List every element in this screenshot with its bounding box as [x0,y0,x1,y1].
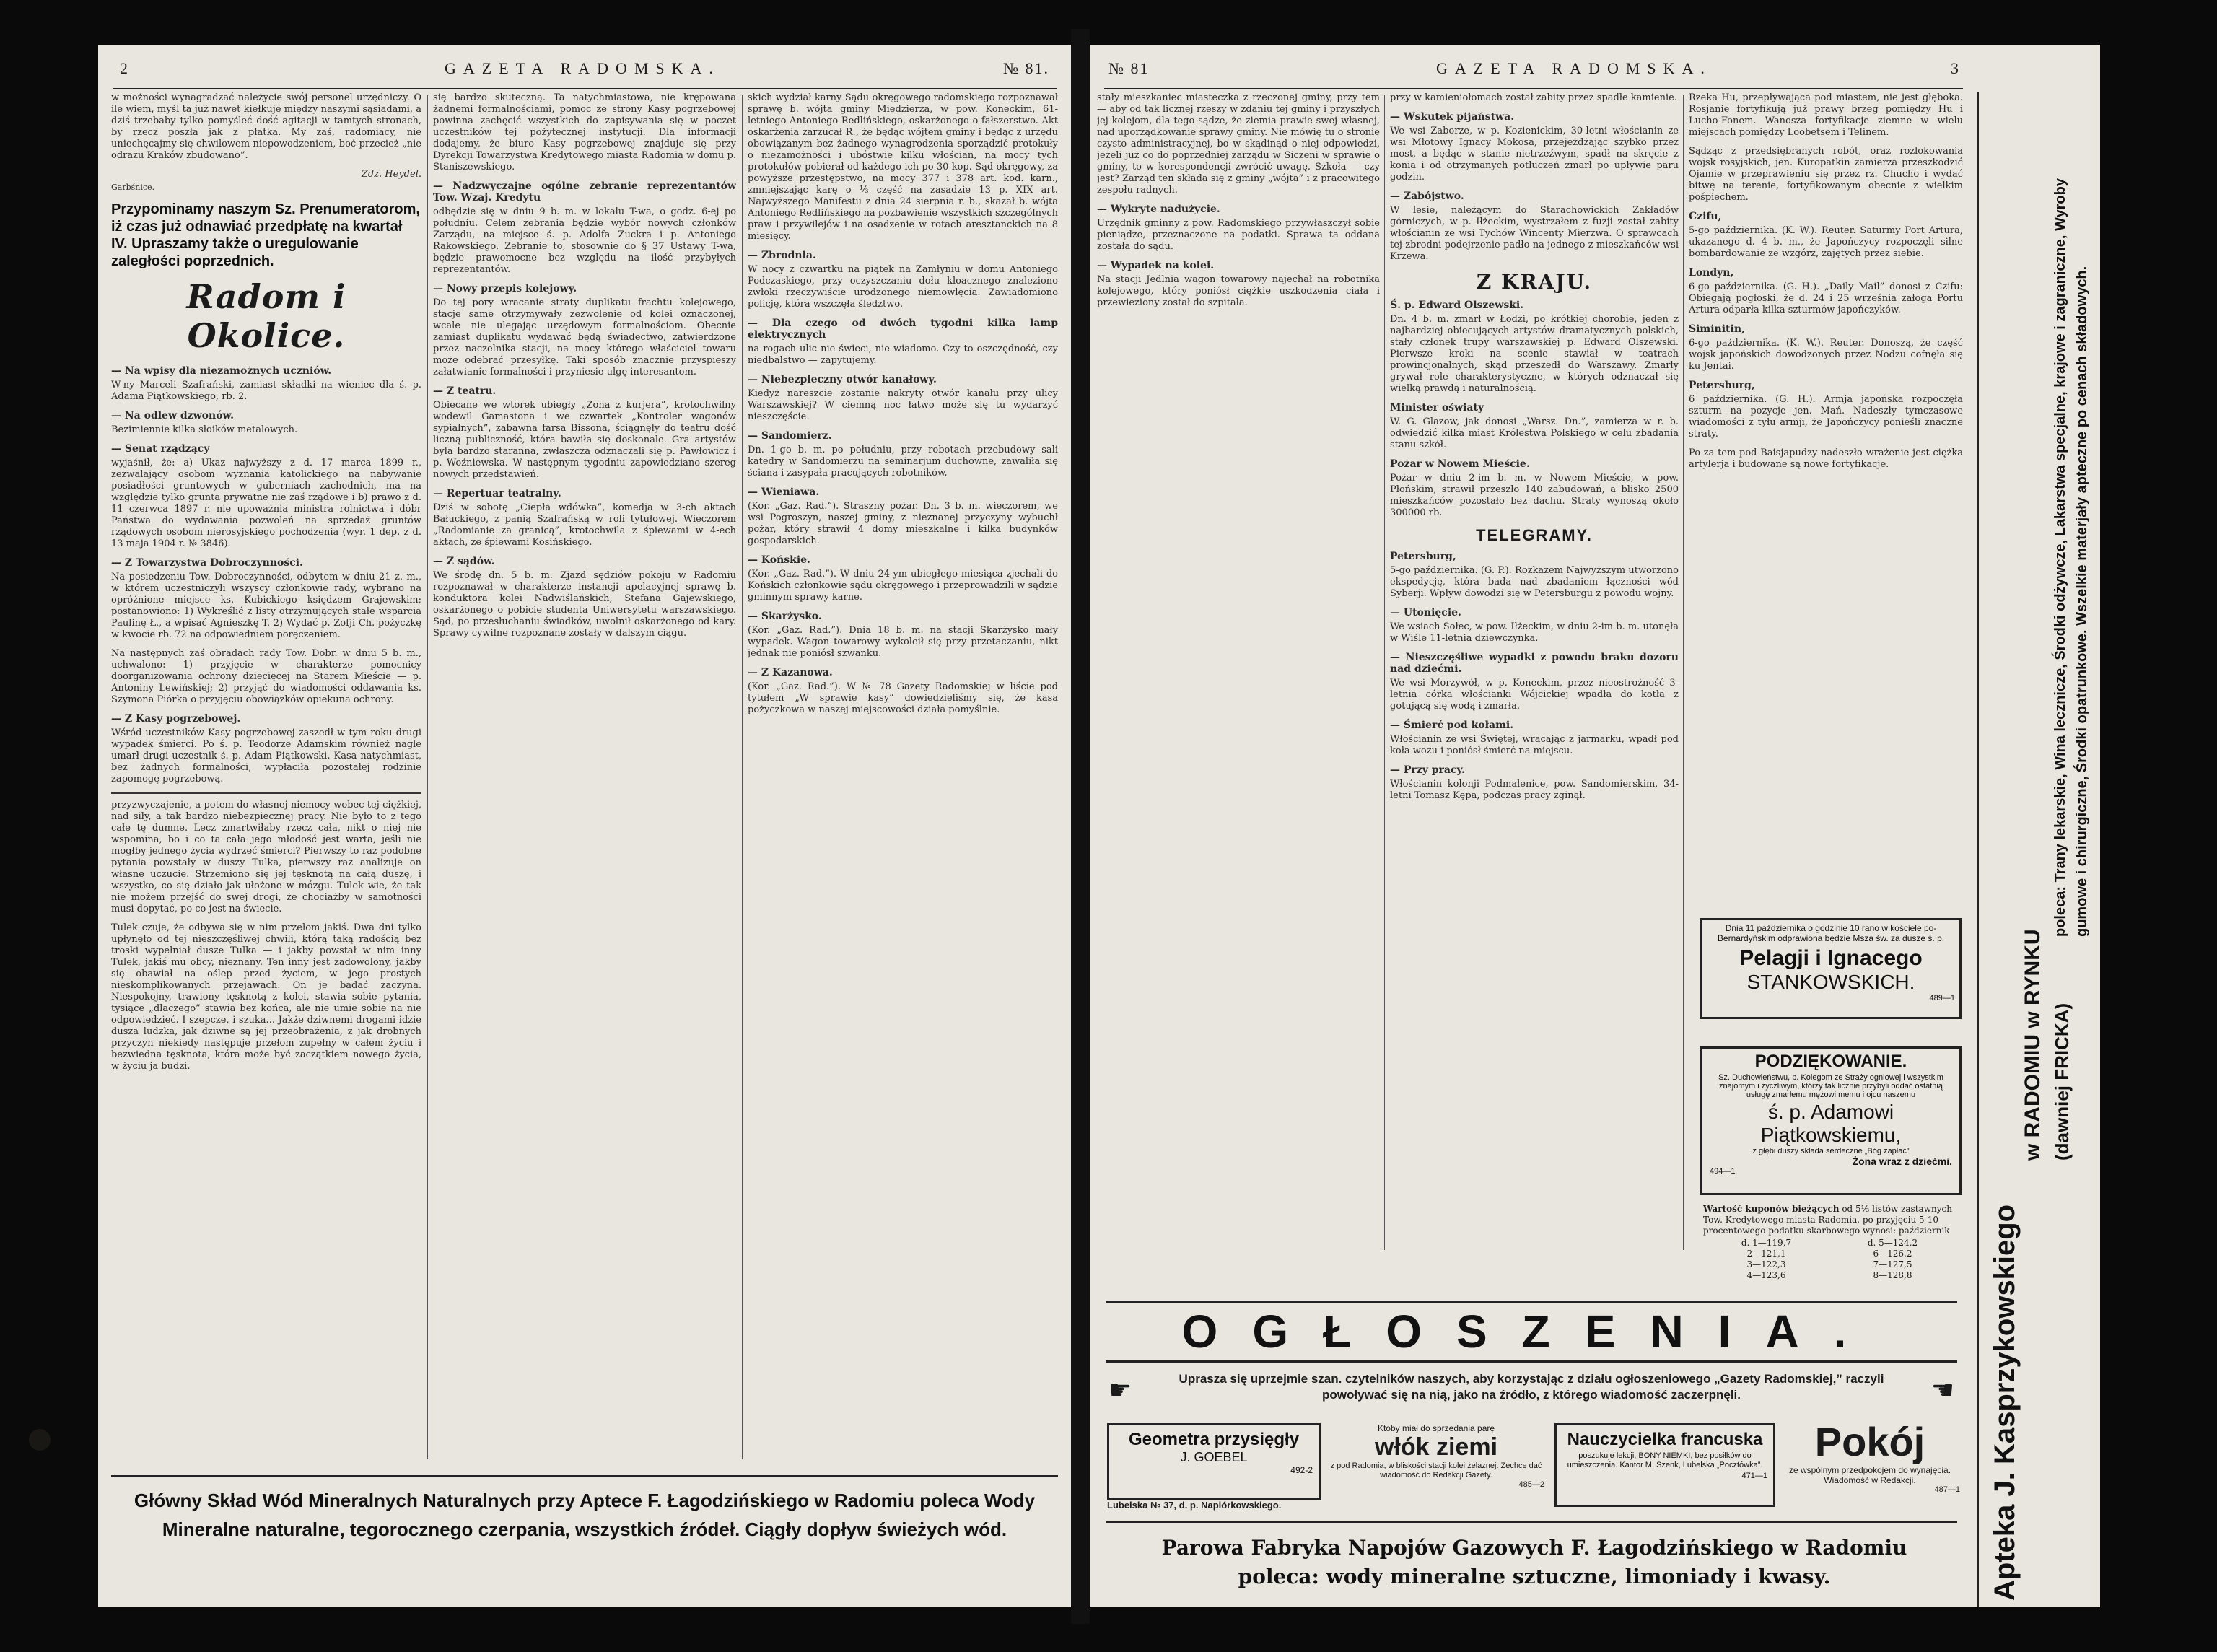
coupons-row [1703,1259,1956,1270]
news-item [1689,267,1963,316]
news-item-head: — Utonięcie. [1390,607,1461,619]
z-kraju-title: Z KRAJU. [1476,270,1593,294]
news-item [748,430,1058,479]
news-item-body: Na posiedzeniu Tow. Dobroczynności, odbytem w dniu 21 z. m., w którem uczestniczyli wszyscy członkowie rady, wybrano na opróżnione miejsce ks. Kubickiego księdzem Grajewskim; postanowiono: 1) Wykreślić z listy otrzymujących stałe wsparcia Paulinę Ł., a wpisać Agnieszkę T. 2) Wydać p. Zofji Ch. pożyczkę w kwocie rb. 72 na odpowiedniem poręczeniem. [111,572,421,640]
section-title: Radom i Okolice. [186,277,346,355]
news-item-head: Pożar w Nowem Mieście. [1390,458,1530,470]
news-item-head: Petersburg, [1689,380,1755,391]
bottom-ad-rule [111,1475,1058,1477]
page-number: 3 [1951,59,1959,77]
news-item-head: — Z teatru. [433,385,497,397]
news-item-body: Urzędnik gminny z pow. Radomskiego przywłaszczył sobie pieniądze, przeznaczone na podatki. Sprawa ta oddana została do sądu. [1097,218,1380,252]
gazeta-ads-notice [1106,1368,1957,1415]
french-teacher-ad [1554,1423,1775,1507]
coupons-block [1703,1204,1956,1281]
news-item [1097,260,1380,309]
news-item [748,554,1058,603]
news-item-body: Włościanin kolonji Podmalenice, pow. Sandomierskim, 34-letni Tomasz Kępa, podczas pracy zginął. [1390,779,1679,801]
thanks-text: Sz. Duchowieństwu, p. Kolegom ze Straży ogniowej i wszystkim znajomym i życzliwym, którzy tak licznie przybyli oddać ostatnią usługę zmarłemu mężowi memu i ojcu naszemu [1718,1073,1943,1099]
news-item [748,667,1058,716]
pharmacy-offer-2: gumowe i chirurgiczne, Środki opatrunkowe. Wszelkie materjały apteczne po cenach składowych. [2074,266,2090,937]
news-item-body: Po za tem pod Baisjapudzy nadeszło wrażenie jest ciężka artylerja i budowane są nowe fortyfikacje. [1689,447,1963,470]
news-item [1097,204,1380,253]
news-item-head: Siminitin, [1689,323,1745,335]
news-item-body: 6 października. (G. H.). Armja japońska rozpoczęła szturm na pozycje jen. Mań. Nadeszły tymczasowe wiadomości z tyłu armji, że Japończycy ponieśli znaczne straty. [1689,394,1963,440]
column-rule [1384,95,1385,1250]
column-rule [742,95,743,1459]
news-item-body: Pożar w dniu 2-im b. m. w Nowem Mieście, w pow. Płońskim, strawił przeszło 140 zabudowań, a blisko 2500 mieszkańców pozostało bez dachu. Straty wynoszą około 300000 rb. [1390,473,1679,518]
news-item [433,488,736,549]
news-item-body: W lesie, należącym do Starachowickich Zakładów górniczych, w p. Iłżeckim, wystrzałem z fuzji został zabity włościanin ze wsi Tychów Wincenty Mierzwa. O sprawcach tej zbrodni podejrzenie padło na jednego z mieszkańców wsi Krzewa. [1390,205,1679,262]
surveyor-address: Lubelska № 37, d. p. Napiórkowskiego. [1107,1500,1282,1511]
signature-place: Garbśnice. [111,183,155,192]
news-item-head: — Skarżysko. [748,611,822,622]
news-item-head: — Dla czego od dwóch tygodni kilka lamp elektrycznych [748,318,1058,341]
news-item [748,374,1058,423]
news-item [1390,764,1679,802]
news-item-head: — Wieniawa. [748,486,820,498]
masthead: GAZETA RADOMSKA. [1436,59,1712,77]
room-ad-text: ze wspólnym przedpokojem do wynajęcia. Wiadomość w Redakcji. [1788,1465,1951,1485]
news-item-body: wyjaśnił, że: a) Ukaz najwyższy z d. 17 marca 1899 r., zezwalający osobom wyznania katolickiego na nabywanie posiadłości gruntowych w guberniach zachodnich, ma na względzie tylko grunta prywatne nie zaś rządowe i b) prawo z d. 11 czerwca 1897 r. nie upoważnia ministra rolnictwa i dóbr Państwa do wydawania pozwoleń na sprzedaż gruntów rządowych osobom nierosyjskiego pochodzenia (wyr. 1 dep. z d. 13 maja 1904 r. № 3846). [111,458,421,549]
coupons-title: Wartość kuponów bieżących [1703,1204,1840,1214]
news-item-body: We wsi Morzywół, w p. Koneckim, przez nieostrożność 3-letnia córka włościanki Wójcickiej wpadła do kotła z gotującą się wodą i zmarła. [1390,678,1679,712]
news-item-head: — Zabójstwo. [1390,191,1464,202]
thanks-name: ś. p. Adamowi Piątkowskiemu, [1760,1101,1902,1146]
news-item-head: — Nieszczęśliwe wypadki z powodu braku dozoru nad dziećmi. [1390,652,1679,675]
article-text: skich wydział karny Sądu okręgowego radomskiego rozpoznawał sprawę b. wójta gminy Miedzierza, w pow. Koneckim, 61-letniego Antoniego Redlińskiego, oskarżonego o fałszerstwo. Akt oskarżenia zarzucał R., że będąc wójtem gminy i będąc z urzędu obowiązanym bez żadnego wynagrodzenia sporządzić protokuły o niezamożności i ubóstwie kilku włościan, na mocy tych protokułów pobierał od każdego ich po 30 kop. Sąd okręgowy, za powyższe przestępstwo, na mocy 377 i 378 art. kod. karn., zmniejszając karę o ⅓ część na zasadzie 13 p. XIX art. Najwyższego Manifestu z dnia 24 sierpnia r. b., skazał b. wójta Antoniego Redlińskiego na pozbawienie wszystkich szczególnych praw i przywilejów i na osadzenie w rotach aresztanckich na 8 miesięcy. [748,92,1058,242]
news-item-body: Włościanin ze wsi Świętej, wracając z jarmarku, wpadł pod koła wozu i poniósł śmierć na miejscu. [1390,734,1679,756]
news-item-head: — Z Kasy pogrzebowej. [111,713,241,725]
teacher-title: Nauczycielka francuska [1567,1430,1763,1449]
news-item-body: Dn. 4 b. m. zmarł w Łodzi, po krótkiej chorobie, jeden z najbardziej obiecujących artystów dramatycznych polskich, stały członek trupy warszawskiej p. Edward Olszewski. Pierwsze kroki na scenie stawiał w teatrach prowincjonalnych, skąd przeszedł do Warszawy. Zmarły grywał role charakterystyczne, w których odznaczał się wielką prawdą i naturalnością. [1390,314,1679,394]
pharmacy-name: Apteka J. Kasprzykowskiego [1989,1204,2021,1601]
news-item-head: Petersburg, [1390,551,1456,562]
news-item-body: 5-go października. (K. W.). Reuter. Saturmy Port Artura, ukazanego d. 4 b. m., że Japończycy rozpoczęli silne bombardowanie ze wzgórz, zajętych przez siebie. [1689,225,1963,259]
ad-code: 485—2 [1518,1480,1544,1489]
news-item [1390,720,1679,757]
news-item-body: (Kor. „Gaz. Rad.”). Dnia 18 b. m. na stacji Skarżysko mały wypadek. Wagon towarowy wykoleił się przy przetaczaniu, nikt jednak nie poniósł szwanku. [748,625,1058,659]
news-item [433,283,736,378]
pharmacy-former-name: (dawniej FRICKA) [2051,1002,2073,1161]
coupons-row [1703,1238,1956,1249]
article-text: w możności wynagradzać należycie swój personel urzędniczy. O ile wiem, myśl ta już nawet kiełkuje między naszymi sąsiadami, a dziś trzebaby tylko pomyśleć dość agitacji w tamtych stronach, by rzecz poszła jak z płatka. My zaś, radomiacy, nie uniechęcajmy się chwilowem niepowodzeniem, boć przecież „nie odrazu Kraków zbudowano”. [111,92,421,161]
pointing-hand-icon: ☛ [1108,1376,1132,1405]
news-item [1689,447,1963,471]
feuilleton-divider [111,792,421,794]
news-item-body: Sądząc z przedsiębranych robót, oraz rozlokowania wojsk rosyjskich, jen. Kuropatkin zamierza przeszkodzić Ojamie w przeprawieniu się przez rz. Chucho i wydać bitwę na terenie, fortyfikowanym obecnie z wielkim pośpiechem. [1689,146,1963,203]
soda-factory-ad-line1: Parowa Fabryka Napojów Gazowych F. Łagodzińskiego w Radomiu [1161,1536,1907,1560]
left-page [98,45,1071,1607]
news-item [1689,323,1963,372]
news-item-head: — Nowy przepis kolejowy. [433,283,577,294]
news-item [748,318,1058,367]
ad-code: 489—1 [1929,994,1955,1002]
news-item [1390,191,1679,263]
land-ad-title: włók ziemi [1374,1433,1498,1461]
right-page [1090,45,2100,1607]
article-text: przy w kamieniołomach został zabity przez spadłe kamienie. [1390,92,1677,103]
news-item-head: — Nadzwyczajne ogólne zebranie reprezentantów Tow. Wzaj. Kredytu [433,180,736,204]
news-item-head: Londyn, [1689,267,1734,279]
land-ad-text: z pod Radomia, w bliskości stacji kolei żelaznej. Zechce dać wiadomość do Redakcji Gazety. [1330,1461,1542,1480]
news-item-head: — Z Towarzystwa Dobroczynności. [111,557,303,569]
left-column-1 [111,92,421,1463]
thanks-title: PODZIĘKOWANIE. [1754,1052,1907,1071]
ad-code: 492-2 [1290,1465,1313,1475]
news-item-head: — Sandomierz. [748,430,832,442]
news-item-body: W-ny Marceli Szafrański, zamiast składki na wieniec dla ś. p. Adama Piątkowskiego, rb. 2. [111,380,421,402]
news-item [1390,551,1679,600]
news-item [1390,300,1679,395]
news-item-head: — Śmierć pod kołami. [1390,720,1514,731]
masthead: GAZETA RADOMSKA. [445,59,720,77]
news-item [1390,111,1679,183]
news-item [111,410,421,436]
ads-section-title: OGŁOSZENIA. [1106,1301,1957,1363]
article-text: się bardzo skuteczną. Ta natychmiastowa, nie krępowana żadnemi formalnościami, pomoc ze strony Kasy pogrzebowej powinna zachęcić wszystkich do zapisywania się w poczet uczestników tej pożytecznej instytucji. Dla informacji dodajemy, że biuro Kasy pogrzebowej znajduje się przy Dyrekcji Towarzystwa Kredytowego miasta Radomia w domu p. Staniszewskiego. [433,92,736,172]
left-column-2 [433,92,736,1463]
news-item [1390,458,1679,519]
news-item-body: (Kor. „Gaz. Rad.”). Straszny pożar. Dn. 3 b. m. wieczorem, we wsi Pogroszyn, naszej gminy, z nieznanej przyczyny wybuchł pożar, który strawił 4 domy mieszkalne i kilka budynków gospodarskich. [748,501,1058,546]
coupons-cell: 6—126,2 [1873,1249,1912,1259]
news-item-body: 6-go października. (G. H.). „Daily Mail” donosi z Czifu: Obiegają pogłoski, że d. 24 i 25 września załoga Portu Artura odparła kilka szturmów japończyków. [1689,281,1963,315]
news-item-body: (Kor. „Gaz. Rad.”). W dniu 24-ym ubiegłego miesiąca zjechali do Końskich członkowie sądu okręgowego i przeprowadzili w sądzie gminnym sprawy karne. [748,569,1058,603]
war-news [1689,92,1963,879]
column-rule [427,95,428,1459]
news-item [433,556,736,639]
news-item [111,713,421,785]
news-item-body: Wśród uczestników Kasy pogrzebowej zaszedł w tym roku drugi wypadek śmierci. Po ś. p. Teodorze Adamskim również nagle umarł drugi uczestnik ś. p. Adam Piątkowski. Kasa natychmiast, bez żadnych formalności, wypłaciła pozostałej rodzinie zapomogę pogrzebową. [111,727,421,785]
news-item [111,648,421,706]
coupons-cell: 7—127,5 [1873,1259,1912,1269]
left-column-3 [748,92,1058,1463]
news-item-body: Obiecane we wtorek ubiegły „Zona z kurjera”, krotochwilny wodewil Gamastona i we czwartek „Kontroler wagonów sypialnych”, zabawna farsa Bissona, ściągnęły do teatru dość liczną publiczność, która bawiła się doskonale. Gra artystów była bardzo staranna, zwłaszcza odznaczali się p. Pawłowicz i p. Woźniewska. W następnym tygodniu zapowiedziano szereg nowych przedstawień. [433,400,736,480]
news-item-head: — Końskie. [748,554,810,566]
signature: Zdz. Heydel. [361,169,421,180]
coupons-cell: 4—123,6 [1746,1270,1786,1280]
news-item-head: — Wypadek na kolei. [1097,260,1215,271]
news-item-head: — Z sądów. [433,556,495,567]
right-column-1 [1097,92,1380,1246]
feuilleton-text: przyzwyczajenie, a potem do własnej niemocy wobec tej ciężkiej, nad siły, a tak bardzo niebezpiecznej pracy. Nie było to z tego całe tę dumne. Lecz zmartwiłaby rzecz cała, nikt o niej nie wspomina, bo i co ta cała jego młodość jest warta, jeśli nie mogłby jednego życia wydrzeć śmierci? Pierwszy to raz podobne pytania powstały w duszy Tulka, pierwszy raz analizuje on własne uczucie. Strzemiono się jej tęsknotą na całą duszę, i wszystko, co się działo jak ułożone w mózgu. Tulek wie, że tak nie możem przejść do swej drogi, że chociażby w samotności musi dopytać, po co jest na świecie. [111,800,421,914]
news-item-head: — Wykryte nadużycie. [1097,204,1220,215]
news-item [433,385,736,481]
news-item [748,250,1058,310]
film-speck [29,1429,51,1451]
news-item-head: — Przy pracy. [1390,764,1465,776]
news-item-head: — Wskutek pijaństwa. [1390,111,1515,123]
news-item [748,611,1058,660]
page-gutter [1071,29,1090,1624]
news-item-body: Na następnych zaś obradach rady Tow. Dobr. w dniu 5 b. m., uchwalono: 1) przyjęcie w charakterze pomocnicy doorganizowania ochrony dziecięcej na Starem Mieście — p. Antoniny Lewińskiej; 2) przyjąć do wiadomości oddawania ks. Szymona Piórka o przyjęciu obowiązków opiekuna ochrony. [111,648,421,705]
surveyor-name: J. GOEBEL [1180,1450,1248,1464]
news-item-head: Minister oświaty [1390,402,1484,414]
mineral-water-ad-line1: Główny Skład Wód Mineralnych Naturalnych przy Aptece F. Łagodzińskiego w Radomiu poleca Wody [134,1490,1036,1511]
news-item-body: 5-go października. (G. P.). Rozkazem Najwyższym utworzono ekspedycję, która bada nad zbadaniem łączności wód Syberji. Wpływ dowodzi się w Petersburgu z powodu wojny. [1390,565,1679,599]
thanks-sign: Żona wraz z dziećmi. [1852,1155,1952,1167]
news-item [748,486,1058,547]
teacher-text: poszukuje lekcji, BONY NIEMKI, bez posiłków do umieszczenia. Kantor M. Szenk, Lubelska „Pocztówka”. [1567,1451,1763,1469]
pharmacy-location: w RADOMIU w RYNKU [2021,929,2045,1161]
news-item-body: Do tej pory wracanie straty duplikatu frachtu kolejowego, stacje same otrzymywały zezwolenie od kolei oznaczonej, wcale nie ulegając urzędowym formalnościom. Obecnie zamiast duplikatu wydawać będą świadectwo, zatwierdzone przez naczelnika stacji, na mocy którego właściciel towaru może odebrać przesyłkę. Taki sposób znacznie przyspieszy załatwianie formalności i przyniesie ulgę interesantom. [433,297,736,377]
news-item-head: — Zbrodnia. [748,250,816,261]
news-item-body: We środę dn. 5 b. m. Zjazd sędziów pokoju w Radomiu rozpoznawał w charakterze instancji apelacyjnej sprawę b. konduktora kolei Nadwiślańskich, Stefana Gajewskiego, oskarżonego o pobicie studenta Uniwersytetu warszawskiego. Sąd, po przesłuchaniu świadków, uwolnił oskarżonego od kary. Sprawy cywilne rozpoznane zostały w dalszym ciągu. [433,570,736,639]
bottom-ad-rule [1106,1521,1957,1523]
soda-factory-ad-line2: poleca: wody mineralne sztuczne, limoniady i kwasy. [1238,1565,1831,1588]
news-item-head: Ś. p. Edward Olszewski. [1390,300,1524,311]
ad-code: 471—1 [1741,1472,1767,1480]
land-wanted-ad [1328,1423,1544,1517]
room-ad-title: Pokój [1814,1419,1925,1464]
ad-code: 494—1 [1710,1167,1736,1176]
news-item-body: Bezimiennie kilka słoików metalowych. [111,424,298,435]
mass-notice [1700,918,1962,1019]
news-item [111,557,421,641]
column-rule [1683,95,1684,1250]
news-item-head: — Niebezpieczny otwór kanałowy. [748,374,937,385]
news-list [111,365,421,785]
feuilleton-text: Tulek czuje, że odbywa się w nim przełom jakiś. Dwa dni tylko upłynęło od tej nieszczęśliwej chwili, którą taką radością bez troski wypełniał dusze Tulka — i jakby powstał w nim inny Tulek, jakiś mu obcy, nieznany. Ten inny jest zadowolony, jakby się obawiał na oślep przed życiem, w jego prostych nieskomplikowanych przejawach. On je badać zaczyna. Niespokojny, trawiony tęsknotą z kolei, stawia sobie pytania, tysiące „dlaczego” stawia bez końca, ale nie umie sobie na nie odpowiedzieć. I szepcze, i szuka... Jakże dziwnemi drogami idzie dusza ludzka, jak dziwne są jej przeobrażenia, z jak drobnych przyczyn niekiedy następuje przełom zupełny w całem życiu i bezwiedna tęsknota, która może być zaczątkiem nowego życia, w życiu ja budzi. [111,922,421,1072]
subscription-notice: Przypominamy naszym Sz. Prenumeratorom, iż czas już odnawiać przedpłatę na kwartał IV. Upraszamy także o uregulowanie zaległości poprzednich. [111,201,420,269]
pointing-hand-icon: ☚ [1930,1376,1954,1405]
coupons-cell: 2—121,1 [1746,1249,1786,1259]
ad-code: 487—1 [1934,1485,1960,1494]
pharmacy-side-ad [1977,92,2100,1607]
coupons-row [1703,1249,1956,1259]
issue-number: № 81 [1108,59,1150,77]
mass-notice-text: Dnia 11 października o godzinie 10 rano w kościele po-Bernardyńskim odprawiona będzie Msza św. za dusze ś. p. [1717,923,1945,943]
news-item [1390,402,1679,451]
news-item-head: — Repertuar teatralny. [433,488,561,499]
left-page-header [113,55,1057,89]
news-item-body: W nocy z czwartku na piątek na Zamłyniu w domu Antoniego Podczaskiego, przy oczyszczaniu dołu kloacznego znaleziono zwłoki rzeczywiście urodzonego niemowlęcia. Zawiadomiono policję, która wszczęła śledztwo. [748,264,1058,310]
news-item [111,365,421,403]
news-item [1689,146,1963,204]
surveyor-ad [1107,1423,1321,1500]
news-item-body: Dn. 1-go b. m. po południu, przy robotach przebudowy sali katedry w Sandomierzu na seminarjum duchowne, zawaliła się ściana i zasypała pracujących robotników. [748,445,1058,478]
gazeta-ads-text: Uprasza się uprzejmie szan. czytelników naszych, aby korzystając z działu ogłoszeniowego „Gazety Radomskiej,” raczyli powoływać się na nią, jako na źródło, z którego wiadomość zaczerpnęli. [1179,1372,1884,1402]
coupons-cell: d. 5—124,2 [1867,1238,1918,1248]
news-item [1689,211,1963,260]
mass-notice-surname: STANKOWSKICH. [1746,971,1915,993]
news-item [1390,652,1679,712]
article-text: stały mieszkaniec miasteczka z rzeczonej gminy, przy tem — aby od tak licznej rzeszy w zdaniu tej gminy i przyszłych jej kolejom, dla tego sądze, że ziemia prawie swej własnej, nad uporządkowanie sprawy gminy. Nie mówię tu o stronie czysto administracyjnej, bo w skądinąd o niej odpowiedzi, jeżeli już co do poprzedniej zarządu w Siczeni w sprawie o gminy, to w korespondencji zwrócić uwagę. Szkoła — czy jest? Zarząd ten składa się z gminy „wójta” i z pracowitego zespołu radnych. [1097,92,1380,196]
room-ad [1780,1419,1960,1513]
land-ad-intro: Ktoby miał do sprzedania parę [1377,1423,1495,1433]
mineral-water-ad-line2: Mineralne naturalne, tegorocznego czerpania, wszystkich źródeł. Ciągły dopływ świeżych wód. [162,1518,1007,1540]
coupons-cell: 3—122,3 [1746,1259,1786,1269]
coupons-text: od 5⅓ listów zastawnych Tow. Kredytowego miasta Radomia, po przyjęciu 5-10 procentowego podatku skarbowego wynosi: październik [1703,1204,1952,1236]
news-item [1390,607,1679,644]
news-item-body: Na stacji Jedlnia wagon towarowy najechał na robotnika kolejowego, który poniósł ciężkie uszkodzenia ciała i przewieziony został do szpitala. [1097,274,1380,308]
coupons-row [1703,1270,1956,1281]
news-item-body: (Kor. „Gaz. Rad.”). W № 78 Gazety Radomskiej w liście pod tytułem „W sprawie kasy” dowiedzieliśmy się, że kasa pożyczkowa w naszej miejscowości działa pomyślnie. [748,681,1058,715]
thanks-notice [1700,1046,1962,1195]
news-item-body: Dziś w sobotę „Ciepła wdówka”, komedja w 3-ch aktach Bałuckiego, z panią Szafrańską w roli tytułowej. Wieczorem „Radomianie za granicą”, krotochwila z śpiewami w 4-ech aktach, ze śpiewami Kosińskiego. [433,502,736,548]
news-item-body: W. G. Glazow, jak donosi „Warsz. Dn.”, zamierza w r. b. odwiedzić kilka miast Królestwa Polskiego w celu zbadania stanu szkół. [1390,416,1679,450]
news-item-body: na rogach ulic nie świeci, nie wiadomo. Czy to oszczędność, czy niedbalstwo — zapytujemy. [748,344,1058,366]
news-item [1689,380,1963,440]
news-item-body: We wsi Zaborze, w p. Kozienickim, 30-letni włościanin ze wsi Młotowy Ignacy Mokosa, przejeżdżając szybko przez most, a będąc w stanie nietrzeźwym, spadł na skręcie z konia i od otrzymanych potłuczeń zmarł po upływie paru godzin. [1390,126,1679,183]
pharmacy-offer-1: poleca: Trany lekarskie, Wina lecznicze, Środki odżywcze, Lakarstwa specjalne, krajowe i zagraniczne, Wyroby [2052,178,2068,937]
page-number: 2 [120,59,128,77]
surveyor-title: Geometra przysięgły [1128,1430,1300,1449]
right-column-2 [1390,92,1679,1246]
news-item-body: Kiedyż nareszcie zostanie nakryty otwór kanału przy ulicy Warszawskiej? W ciemną noc łatwo może się tu wydarzyć nieszczęście. [748,388,1058,422]
coupons-cell: 8—128,8 [1873,1270,1912,1280]
news-item-body: We wsiach Sołec, w pow. Iłżeckim, w dniu 2-im b. m. utonęła w Wiśle 11-letnia dziewczynka. [1390,621,1679,644]
news-item-head: — Z Kazanowa. [748,667,833,678]
news-item [1689,92,1963,139]
thanks-closing: z głębi duszy składa serdeczne „Bóg zapłać” [1752,1147,1910,1155]
telegramy-title: TELEGRAMY. [1476,526,1593,544]
news-item-body: Rzeka Hu, przepływająca pod miastem, nie jest głęboka. Rosjanie fortyfikują już prawy brzeg pomiędzy Hu i Lucho-Fonem. Wanosza fortyfikacje ziemne w wielu miejscach pomiędzy Loobetsem i Telinem. [1689,92,1963,138]
news-item-body: 6-go października. (K. W.). Reuter. Donoszą, że część wojsk japońskich dowodzonych przez Nodzu cofnęła się ku Jentai. [1689,338,1963,372]
news-item-head: — Na wpisy dla niezamożnych uczniów. [111,365,332,377]
coupons-cell: d. 1—119,7 [1741,1238,1792,1248]
news-item [111,443,421,550]
news-item-head: Czifu, [1689,211,1722,222]
right-page-header [1104,55,1963,89]
mass-notice-names: Pelagji i Ignacego [1739,946,1923,970]
news-item-head: — Na odlew dzwonów. [111,410,235,421]
news-item-head: — Senat rządzący [111,443,210,455]
issue-number: № 81. [1003,59,1049,77]
news-item [433,180,736,276]
news-item-body: odbędzie się w dniu 9 b. m. w lokalu T-wa, o godz. 6-ej po południu. Celem zebrania będzie wybór nowych członków Zarządu, na miejsce ś. p. Adolfa Zuckra i p. Antoniego Rakowskiego. Zebranie to, stosownie do § 37 Ustawy T-wa, będzie prawomocne bez względu na ilość przybyłych reprezentantów. [433,206,736,275]
